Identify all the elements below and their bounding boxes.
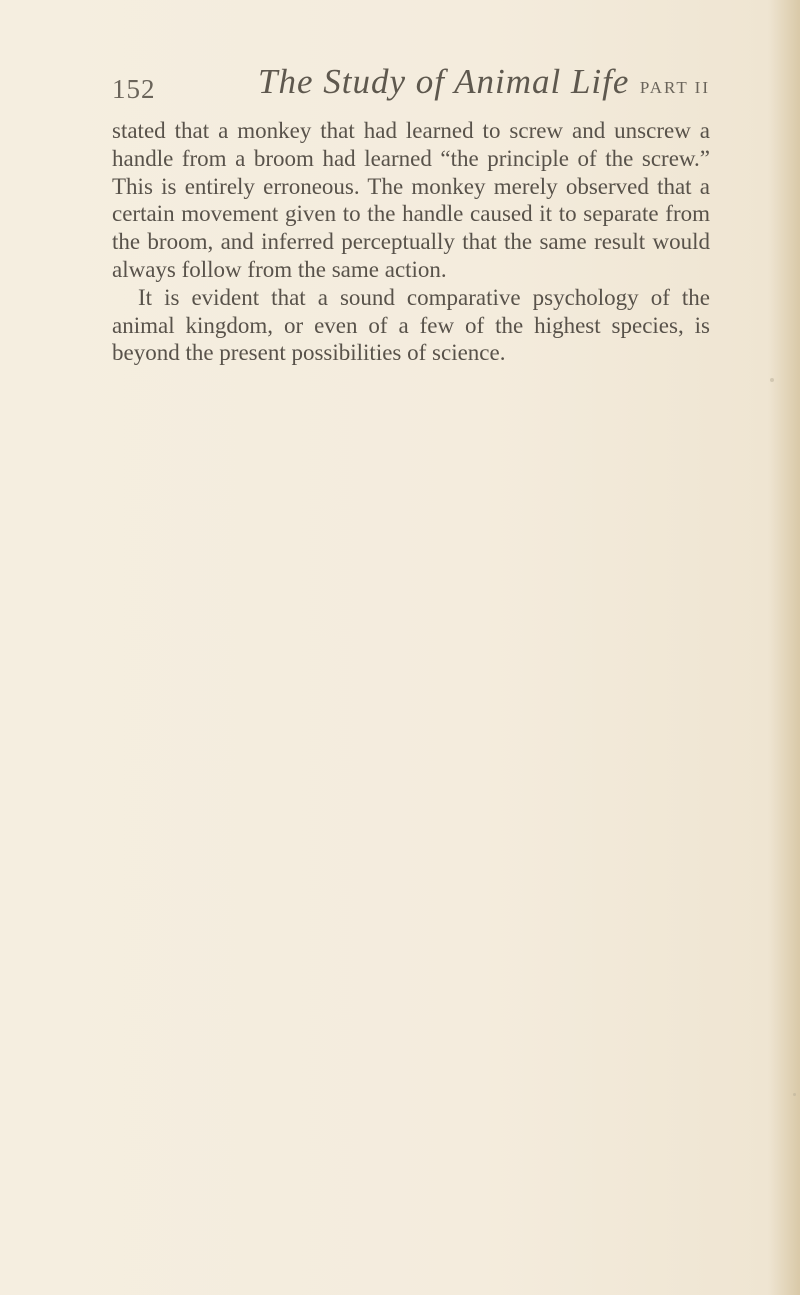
body-text — [112, 117, 710, 367]
page-number: 152 — [112, 74, 156, 104]
paper-speck — [770, 378, 774, 382]
part-label: PART II — [639, 78, 710, 97]
running-title: The Study of Animal Life — [258, 62, 630, 101]
paper-speck — [793, 1093, 796, 1096]
page-header — [112, 60, 710, 110]
paragraph-2: It is evident that a sound comparative psychology of the animal kingdom, or even of a few of the highest species, is beyond the present possibilities of science. — [112, 284, 710, 366]
paragraph-1: stated that a monkey that had learned to screw and unscrew a handle from a broom had learned “the principle of the screw.” This is entirely erroneous. The monkey merely observed that a certain movement given to the handle caused it to separate from the broom, and inferred perceptually that the same result would always follow from the same action. — [112, 118, 710, 282]
